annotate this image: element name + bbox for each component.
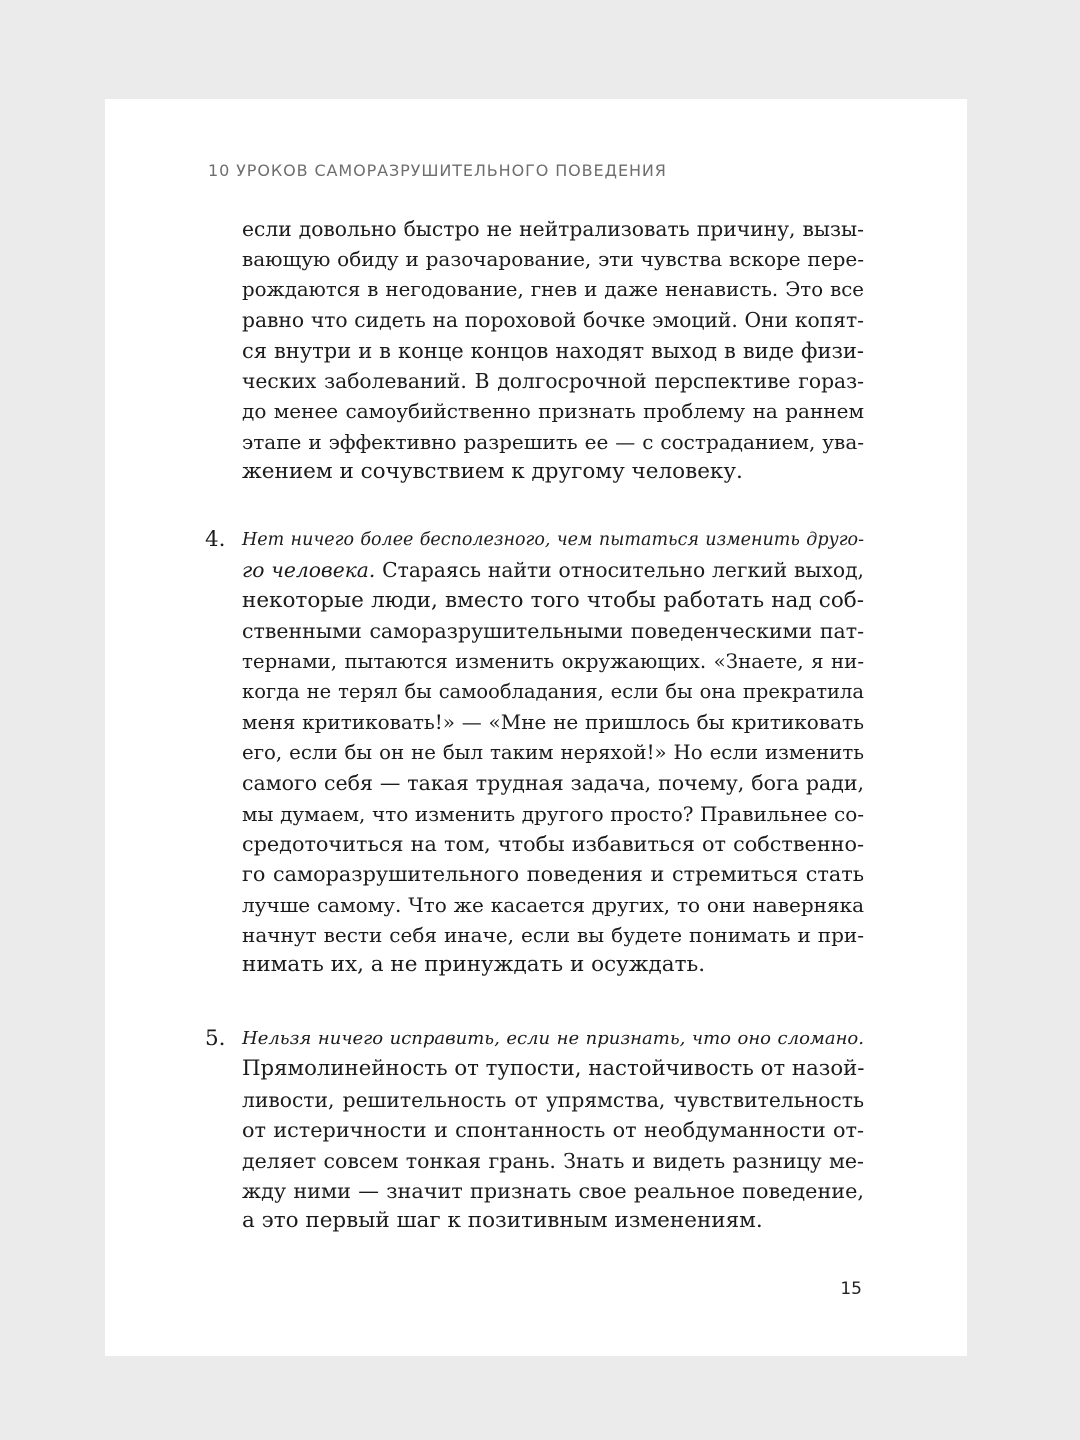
text-line: жду ними — значит признать свое реальное поведение, — [242, 1178, 864, 1203]
text-line: равно что сидеть на пороховой бочке эмоций. Они копят- — [242, 308, 864, 333]
text-line: его, если бы он не был таким неряхой!» Но если изменить — [242, 740, 864, 764]
text-line: рождаются в негодование, гнев и даже ненависть. Это все — [242, 277, 864, 301]
text-line: деляет совсем тонкая грань. Знать и видеть разницу ме- — [242, 1148, 864, 1173]
text-line: ливости, решительность от упрямства, чувствительность — [242, 1087, 864, 1112]
text-line: вающую обиду и разочарование, эти чувства вскоре пере- — [242, 247, 864, 272]
text-line: лучше самому. Что же касается других, то они наверняка — [242, 892, 864, 917]
item-heading: Нет ничего более бесполезного, чем пытаться изменить друго- — [242, 530, 864, 550]
list-number: 5. — [205, 1026, 226, 1051]
list-item-5 — [205, 1024, 865, 1237]
text-line-italic — [242, 1024, 864, 1054]
text-line: го саморазрушительного поведения и стремиться стать — [242, 862, 864, 887]
text-line: если довольно быстро не нейтрализовать причину, вызы- — [242, 217, 864, 241]
item-heading-end: го человека. — [242, 558, 376, 583]
text-line: некоторые люди, вместо того чтобы работать над соб- — [242, 587, 864, 613]
text-line: меня критиковать!» — «Мне не пришлось бы критиковать — [242, 710, 864, 735]
text-line: мы думаем, что изменить другого просто? Правильнее со- — [242, 801, 864, 826]
text-line: средоточиться на том, чтобы избавиться от собственно- — [242, 831, 864, 856]
list-item-4 — [205, 525, 864, 981]
text-line: а это первый шаг к позитивным изменениям. — [242, 1208, 763, 1234]
text-line: когда не терял бы самообладания, если бы она прекратила — [242, 679, 864, 703]
text-line: тернами, пытаются изменить окружающих. «Знаете, я ни- — [242, 649, 864, 673]
list-number: 4. — [205, 527, 226, 552]
text-line: самого себя — такая трудная задача, почему, бога ради, — [242, 771, 864, 796]
text-line: этапе и эффективно разрешить ее — с состраданием, ува- — [242, 429, 864, 454]
continuation-paragraph — [242, 214, 864, 488]
text-line: Прямолинейность от тупости, настойчивость от назой- — [242, 1056, 865, 1082]
text-run: Стараясь найти относительно легкий выход, — [375, 558, 864, 583]
text-line-italic — [242, 525, 864, 555]
text-line: от истеричности и спонтанность от необдуманности от- — [242, 1118, 864, 1143]
text-line: до менее самоубийственно признать проблему на раннем — [242, 399, 864, 424]
text-line: начнут вести себя иначе, если вы будете понимать и при- — [242, 923, 864, 948]
text-line: ственными саморазрушительными поведенческими пат- — [242, 619, 864, 644]
text-line-mixed — [242, 555, 864, 585]
book-page — [105, 99, 967, 1356]
text-line: ся внутри и в конце концов находят выход в виде физи- — [242, 338, 864, 363]
item-heading: Нельзя ничего исправить, если не признать, что оно сломано. — [242, 1028, 864, 1049]
text-line: жением и сочувствием к другому человеку. — [242, 459, 743, 485]
page-number: 15 — [840, 1279, 862, 1299]
text-line: ческих заболеваний. В долгосрочной перспективе гораз- — [242, 368, 864, 393]
text-line: нимать их, а не принуждать и осуждать. — [242, 952, 706, 978]
running-head: 10 УРОКОВ САМОРАЗРУШИТЕЛЬНОГО ПОВЕДЕНИЯ — [208, 161, 667, 180]
